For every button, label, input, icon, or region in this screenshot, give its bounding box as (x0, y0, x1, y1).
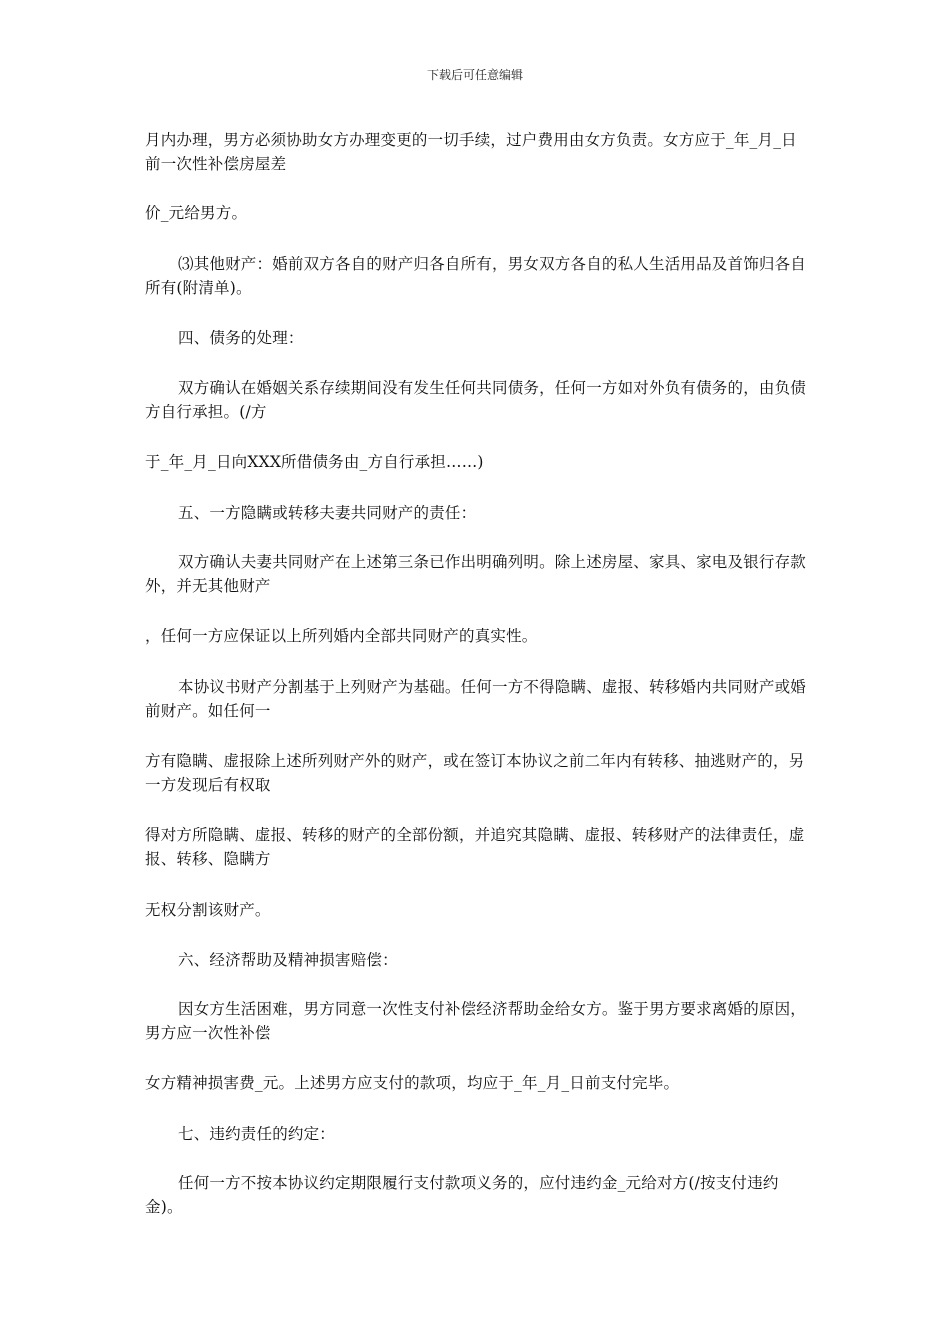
section-heading: 五、一方隐瞒或转移夫妻共同财产的责任： (178, 504, 477, 522)
paragraph: 得对方所隐瞒、虚报、转移的财产的全部份额，并追究其隐瞒、虚报、转移财产的法律责任，虚报、转移、隐瞒方 (145, 826, 805, 868)
paragraph: 女方精神损害费_元。上述男方应支付的款项，均应于_年_月_日前支付完毕。 (145, 1074, 680, 1092)
paragraph: 价_元给男方。 (145, 204, 248, 222)
paragraph: 于_年_月_日向XXX所借债务由_方自行承担……) (145, 453, 484, 471)
section-heading: 七、违约责任的约定： (178, 1125, 336, 1143)
paragraph: 本协议书财产分割基于上列财产为基础。任何一方不得隐瞒、虚报、转移婚内共同财产或婚前财产。如任何一 (145, 678, 807, 720)
paragraph: 月内办理，男方必须协助女方办理变更的一切手续，过户费用由女方负责。女方应于_年_月_日前一次性补偿房屋差 (145, 131, 797, 173)
section-heading: 四、债务的处理： (178, 329, 304, 347)
paragraph: 方有隐瞒、虚报除上述所列财产外的财产，或在签订本协议之前二年内有转移、抽逃财产的，另一方发现后有权取 (145, 752, 805, 794)
paragraph: ，任何一方应保证以上所列婚内全部共同财产的真实性。 (145, 627, 538, 645)
section-heading: 六、经济帮助及精神损害赔偿： (178, 951, 398, 969)
page-header: 下载后可任意编辑 (426, 68, 523, 82)
paragraph: 因女方生活困难，男方同意一次性支付补偿经济帮助金给女方。鉴于男方要求离婚的原因，男方应一次性补偿 (145, 1000, 807, 1042)
paragraph: ⑶其他财产：婚前双方各自的财产归各自所有，男女双方各自的私人生活用品及首饰归各自所有(附清单)。 (145, 255, 807, 297)
paragraph: 任何一方不按本协议约定期限履行支付款项义务的，应付违约金_元给对方(/按支付违约金)。 (145, 1174, 779, 1216)
paragraph: 无权分割该财产。 (145, 901, 271, 919)
paragraph: 双方确认夫妻共同财产在上述第三条已作出明确列明。除上述房屋、家具、家电及银行存款外，并无其他财产 (145, 553, 807, 595)
paragraph: 双方确认在婚姻关系存续期间没有发生任何共同债务，任何一方如对外负有债务的，由负债方自行承担。(/方 (145, 379, 807, 421)
